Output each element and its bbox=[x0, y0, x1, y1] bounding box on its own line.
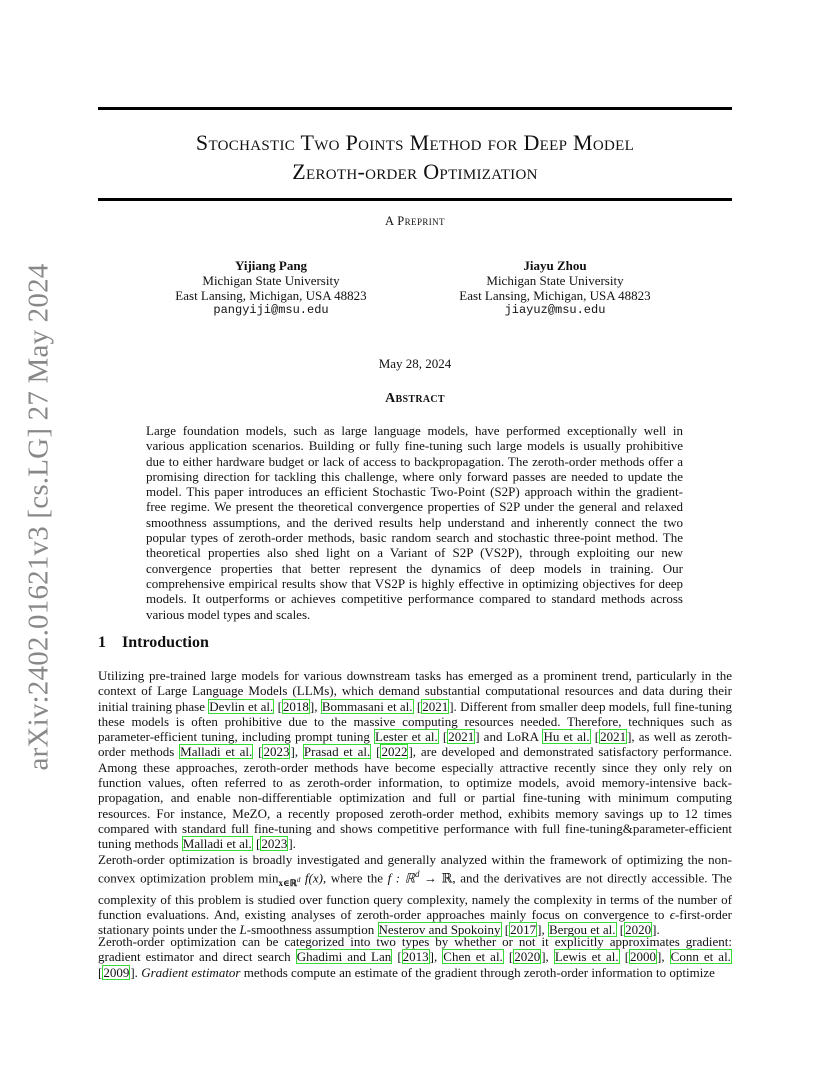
citation-year-link[interactable]: 2021 bbox=[422, 698, 449, 714]
text-run: ], are developed and demonstrated satisfactory performance. Among these approaches, zeroth-order methods have become especially attractive recently since they only rely on function values, often referred to as zeroth-order information, to optimize models, avoid memory-intensive back-propagation, and enable non-differentiable optimization and full or partial fine-tuning with minimum computing resources. For instance, MeZO, a recently proposed zeroth-order method, exhibits memory savings up to 12 times compared with standard full fine-tuning and shows competitive performance with full fine-tuning&parameter-efficient tuning methods bbox=[98, 744, 732, 852]
citation-link[interactable]: Conn et al. bbox=[670, 949, 731, 965]
paper-title-line-1: Stochastic Two Points Method for Deep Model bbox=[195, 130, 635, 155]
text-run: , and the derivatives are not directly accessible. The complexity of this problem is studied over function query complexity, namely the complexity in terms of the number of function evaluations. And, existing analyses of zeroth-order approaches mainly focus on convergence to bbox=[98, 870, 733, 922]
text-run: ], bbox=[657, 949, 670, 965]
math-subscript-text: x∈ℝ bbox=[278, 878, 297, 889]
text-run: Zeroth-order optimization is broadly investigated and generally analyzed within the framework of optimizing the non-convex optimization problem bbox=[98, 852, 732, 886]
text-run: ], bbox=[429, 949, 443, 965]
citation-year-link[interactable]: 2021 bbox=[600, 729, 627, 745]
emphasis-term: Gradient estimator bbox=[141, 964, 241, 980]
citation-link[interactable]: Malladi et al. bbox=[180, 744, 253, 760]
text-run: [ bbox=[253, 744, 263, 760]
citation-year-link[interactable]: 2009 bbox=[103, 964, 130, 980]
citation-year-link[interactable]: 2000 bbox=[630, 949, 657, 965]
math-function: f(x) bbox=[300, 870, 323, 886]
math-mapping-range: → ℝ bbox=[419, 870, 453, 886]
title-rule-bottom bbox=[98, 198, 732, 201]
text-run: [ bbox=[98, 964, 103, 980]
text-run: -smoothness assumption bbox=[246, 922, 378, 938]
citation-link[interactable]: Chen et al. bbox=[443, 949, 503, 965]
citation-link[interactable]: Lewis et al. bbox=[554, 949, 619, 965]
preprint-label: A Preprint bbox=[385, 214, 445, 228]
author-affiliation: Michigan State University bbox=[202, 273, 340, 288]
text-run: ]. bbox=[288, 836, 296, 852]
math-epsilon: ϵ bbox=[669, 906, 675, 922]
author-block-2 bbox=[425, 258, 685, 318]
text-run: Zeroth-order optimization can be categorized into two types by whether or not it explicitly approximates gradient: gradient estimator and direct search bbox=[98, 934, 732, 965]
arxiv-identifier bbox=[14, 263, 64, 771]
author-name: Yijiang Pang bbox=[234, 258, 308, 273]
math-superscript: d bbox=[296, 876, 301, 885]
citation-year-link[interactable]: 2022 bbox=[381, 744, 408, 760]
text-run: ]. Different from smaller deep models, full fine-tuning these models is often prohibitive due to the massive computing resources needed. Therefore, techniques such as parameter-efficient tuning, including prompt tuning bbox=[98, 698, 732, 745]
text-run: [ bbox=[438, 729, 448, 745]
text-run: ] and LoRA bbox=[475, 729, 543, 745]
paper-title-line-2: Zeroth-order Optimization bbox=[292, 159, 538, 184]
section-number: 1 bbox=[98, 634, 106, 651]
author-address: East Lansing, Michigan, USA 48823 bbox=[459, 288, 651, 303]
text-run: [ bbox=[619, 949, 630, 965]
citation-year-link[interactable]: 2013 bbox=[402, 949, 429, 965]
math-subscript bbox=[279, 878, 301, 888]
author-name: Jiayu Zhou bbox=[523, 258, 587, 273]
text-run: [ bbox=[392, 949, 402, 965]
citation-year-link[interactable]: 2020 bbox=[514, 949, 541, 965]
intro-paragraph-1 bbox=[98, 668, 732, 852]
citation-link[interactable]: Devlin et al. bbox=[209, 698, 274, 714]
citation-year-link[interactable]: 2023 bbox=[261, 836, 288, 852]
text-run: ]. bbox=[652, 922, 660, 938]
author-address: East Lansing, Michigan, USA 48823 bbox=[175, 288, 367, 303]
citation-year-link[interactable]: 2017 bbox=[510, 922, 537, 938]
text-run: ], bbox=[290, 744, 303, 760]
text-run: Utilizing pre-trained large models for various downstream tasks has emerged as a prominent trend, particularly in the context of Large Language Models (LLMs), which demand substantial computational resources and data during their initial training phase bbox=[98, 668, 732, 714]
math-l: L bbox=[239, 922, 247, 938]
text-run: ], bbox=[309, 698, 321, 714]
abstract-heading: Abstract bbox=[385, 391, 445, 406]
text-run: ], bbox=[537, 922, 548, 938]
title-rule-top bbox=[98, 107, 732, 110]
citation-link[interactable]: Bommasani et al. bbox=[321, 698, 413, 714]
section-title: Introduction bbox=[122, 634, 209, 651]
citation-link[interactable]: Lester et al. bbox=[375, 729, 438, 745]
intro-paragraph-2 bbox=[98, 852, 732, 937]
author-affiliation: Michigan State University bbox=[486, 273, 624, 288]
citation-year-link[interactable]: 2021 bbox=[448, 729, 475, 745]
citation-link[interactable]: Prasad et al. bbox=[303, 744, 371, 760]
author-block-1 bbox=[141, 258, 401, 318]
citation-link[interactable]: Bergou et al. bbox=[548, 922, 616, 938]
paper-title bbox=[98, 128, 732, 186]
text-run: [ bbox=[274, 698, 282, 714]
text-run: , where the bbox=[322, 870, 388, 886]
text-run: [ bbox=[590, 729, 600, 745]
text-run: [ bbox=[413, 698, 422, 714]
citation-year-link[interactable]: 2020 bbox=[625, 922, 652, 938]
intro-paragraph-3 bbox=[98, 934, 732, 980]
citation-link[interactable]: Hu et al. bbox=[543, 729, 590, 745]
text-run: ]. bbox=[130, 964, 142, 980]
citation-link[interactable]: Ghadimi and Lan bbox=[296, 949, 392, 965]
text-run: [ bbox=[371, 744, 381, 760]
math-min: min bbox=[258, 870, 279, 886]
math-mapping: f : ℝ bbox=[387, 870, 415, 886]
arxiv-identifier-text: arXiv:2402.01621v3 [cs.LG] 27 May 2024 bbox=[22, 263, 55, 771]
math-superscript: d bbox=[414, 869, 420, 880]
author-email[interactable]: jiayuz@msu.edu bbox=[504, 303, 606, 317]
publication-date: May 28, 2024 bbox=[378, 356, 452, 371]
text-run: ], as well as zeroth-order methods bbox=[98, 729, 732, 760]
text-run: [ bbox=[252, 836, 261, 852]
citation-link[interactable]: Malladi et al. bbox=[182, 836, 252, 852]
text-run: -first-order stationary points under the bbox=[98, 906, 732, 938]
citation-link[interactable]: Nesterov and Spokoiny bbox=[378, 922, 501, 938]
text-run: [ bbox=[503, 949, 514, 965]
text-run: [ bbox=[501, 922, 510, 938]
text-run: methods compute an estimate of the gradient through zeroth-order information to optimize bbox=[240, 964, 715, 980]
text-run: ], bbox=[541, 949, 554, 965]
citation-year-link[interactable]: 2023 bbox=[263, 744, 290, 760]
author-email[interactable]: pangyiji@msu.edu bbox=[213, 303, 329, 317]
citation-year-link[interactable]: 2018 bbox=[282, 698, 309, 714]
text-run: [ bbox=[616, 922, 625, 938]
section-heading-introduction bbox=[98, 634, 209, 652]
abstract-body: Large foundation models, such as large language models, have performed exceptionally well in various application scenarios. Building or fully fine-tuning such large models is usually prohibitive due to either hardware budget or lack of access to backpropagation. The zeroth-order methods offer a promising direction for tackling this challenge, where only forward passes are needed to update the model. This paper introduces an efficient Stochastic Two-Point (S2P) approach within the gradient-free regime. We present the theoretical convergence properties of S2P under the general and relaxed smoothness assumptions, and the derived results help understand and inherently connect the two popular types of zeroth-order methods, basic random search and stochastic three-point method. The theoretical properties also shed light on a Variant of S2P (VS2P), through exploiting our new convergence properties that better represent the dynamics of deep models in training. Our comprehensive empirical results show that VS2P is highly effective in optimizing objectives for deep models. It outperforms or achieves competitive performance compared to standard methods across various model types and scales. bbox=[146, 423, 683, 622]
